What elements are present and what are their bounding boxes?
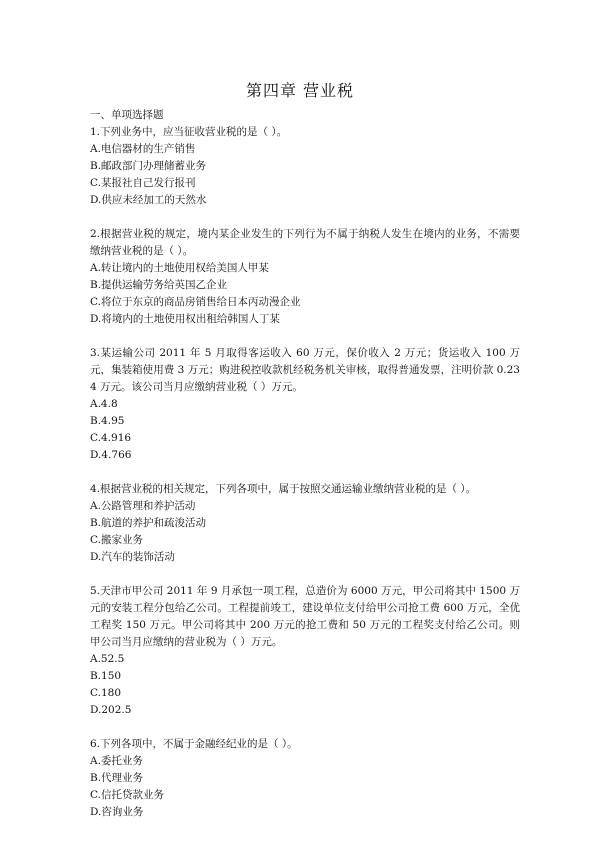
option-b: B.代理业务 <box>90 772 144 784</box>
option-d: D.供应未经加工的天然水 <box>90 194 207 206</box>
question-stem: 3.某运输公司 2011 年 5 月取得客运收入 60 万元，保价收入 2 万元；货运收入 100 万元，集装箱使用费 3 万元；购进税控收款机经税务机关审核，取得普通发票，注明价款 0.234 万元。该公司当月应缴纳营业税（ ）万元。 <box>90 347 520 393</box>
spacer <box>90 328 520 345</box>
option-a: A.电信器材的生产销售 <box>90 143 196 155</box>
document-body <box>90 107 520 821</box>
option-d: D.将境内的土地使用权出租给韩国人丁某 <box>90 313 280 325</box>
option-c: C.将位于东京的商品房销售给日本丙动漫企业 <box>90 296 301 308</box>
question-stem: 4.根据营业税的相关规定，下列各项中，属于按照交通运输业缴纳营业税的是（ ）。 <box>90 483 477 495</box>
option-d: D.咨询业务 <box>90 806 144 818</box>
question-1 <box>90 124 520 209</box>
question-3 <box>90 345 520 464</box>
option-c: C.某报社自己发行报刊 <box>90 177 196 189</box>
option-d: D.202.5 <box>90 704 132 716</box>
option-b: B.航道的养护和疏浚活动 <box>90 517 207 529</box>
option-a: A.4.8 <box>90 398 118 410</box>
question-stem: 6.下列各项中，不属于金融经纪业的是（ ）。 <box>90 738 298 750</box>
option-a: A.公路管理和养护活动 <box>90 500 196 512</box>
question-6 <box>90 736 520 821</box>
section-heading: 一、单项选择题 <box>90 109 164 121</box>
question-4 <box>90 481 520 566</box>
spacer <box>90 464 520 481</box>
option-b: B.提供运输劳务给英国乙企业 <box>90 279 228 291</box>
question-stem: 2.根据营业税的规定，境内某企业发生的下列行为不属于纳税人发生在境内的业务，不需要缴纳营业税的是（ ）。 <box>90 228 520 257</box>
option-d: D.4.766 <box>90 449 132 461</box>
spacer <box>90 719 520 736</box>
option-d: D.汽车的装饰活动 <box>90 551 175 563</box>
option-a: A.52.5 <box>90 653 125 665</box>
question-5 <box>90 583 520 719</box>
option-b: B.150 <box>90 670 122 682</box>
chapter-title: 第四章 营业税 <box>245 81 355 100</box>
question-2 <box>90 226 520 328</box>
option-c: C.4.916 <box>90 432 132 444</box>
option-a: A.转让境内的土地使用权给美国人甲某 <box>90 262 269 274</box>
spacer <box>90 566 520 583</box>
option-a: A.委托业务 <box>90 755 143 767</box>
option-c: C.180 <box>90 687 122 699</box>
spacer <box>90 209 520 226</box>
question-stem: 1.下列业务中，应当征收营业税的是（ ）。 <box>90 126 288 138</box>
option-c: C.搬家业务 <box>90 534 143 546</box>
option-b: B.邮政部门办理储蓄业务 <box>90 160 207 172</box>
option-b: B.4.95 <box>90 415 125 427</box>
question-stem: 5.天津市甲公司 2011 年 9 月承包一项工程，总造价为 6000 万元，甲公司将其中 1500 万元的安装工程分包给乙公司。工程提前竣工，建设单位支付给甲公司抢工费 600 万元，全优工程奖 150 万元。甲公司将其中 200 万元的抢工费和 50 万元的工程奖支付给乙公司。则甲公司当月应缴纳的营业税为（ ）万元。 <box>90 585 520 648</box>
option-c: C.信托贷款业务 <box>90 789 164 801</box>
